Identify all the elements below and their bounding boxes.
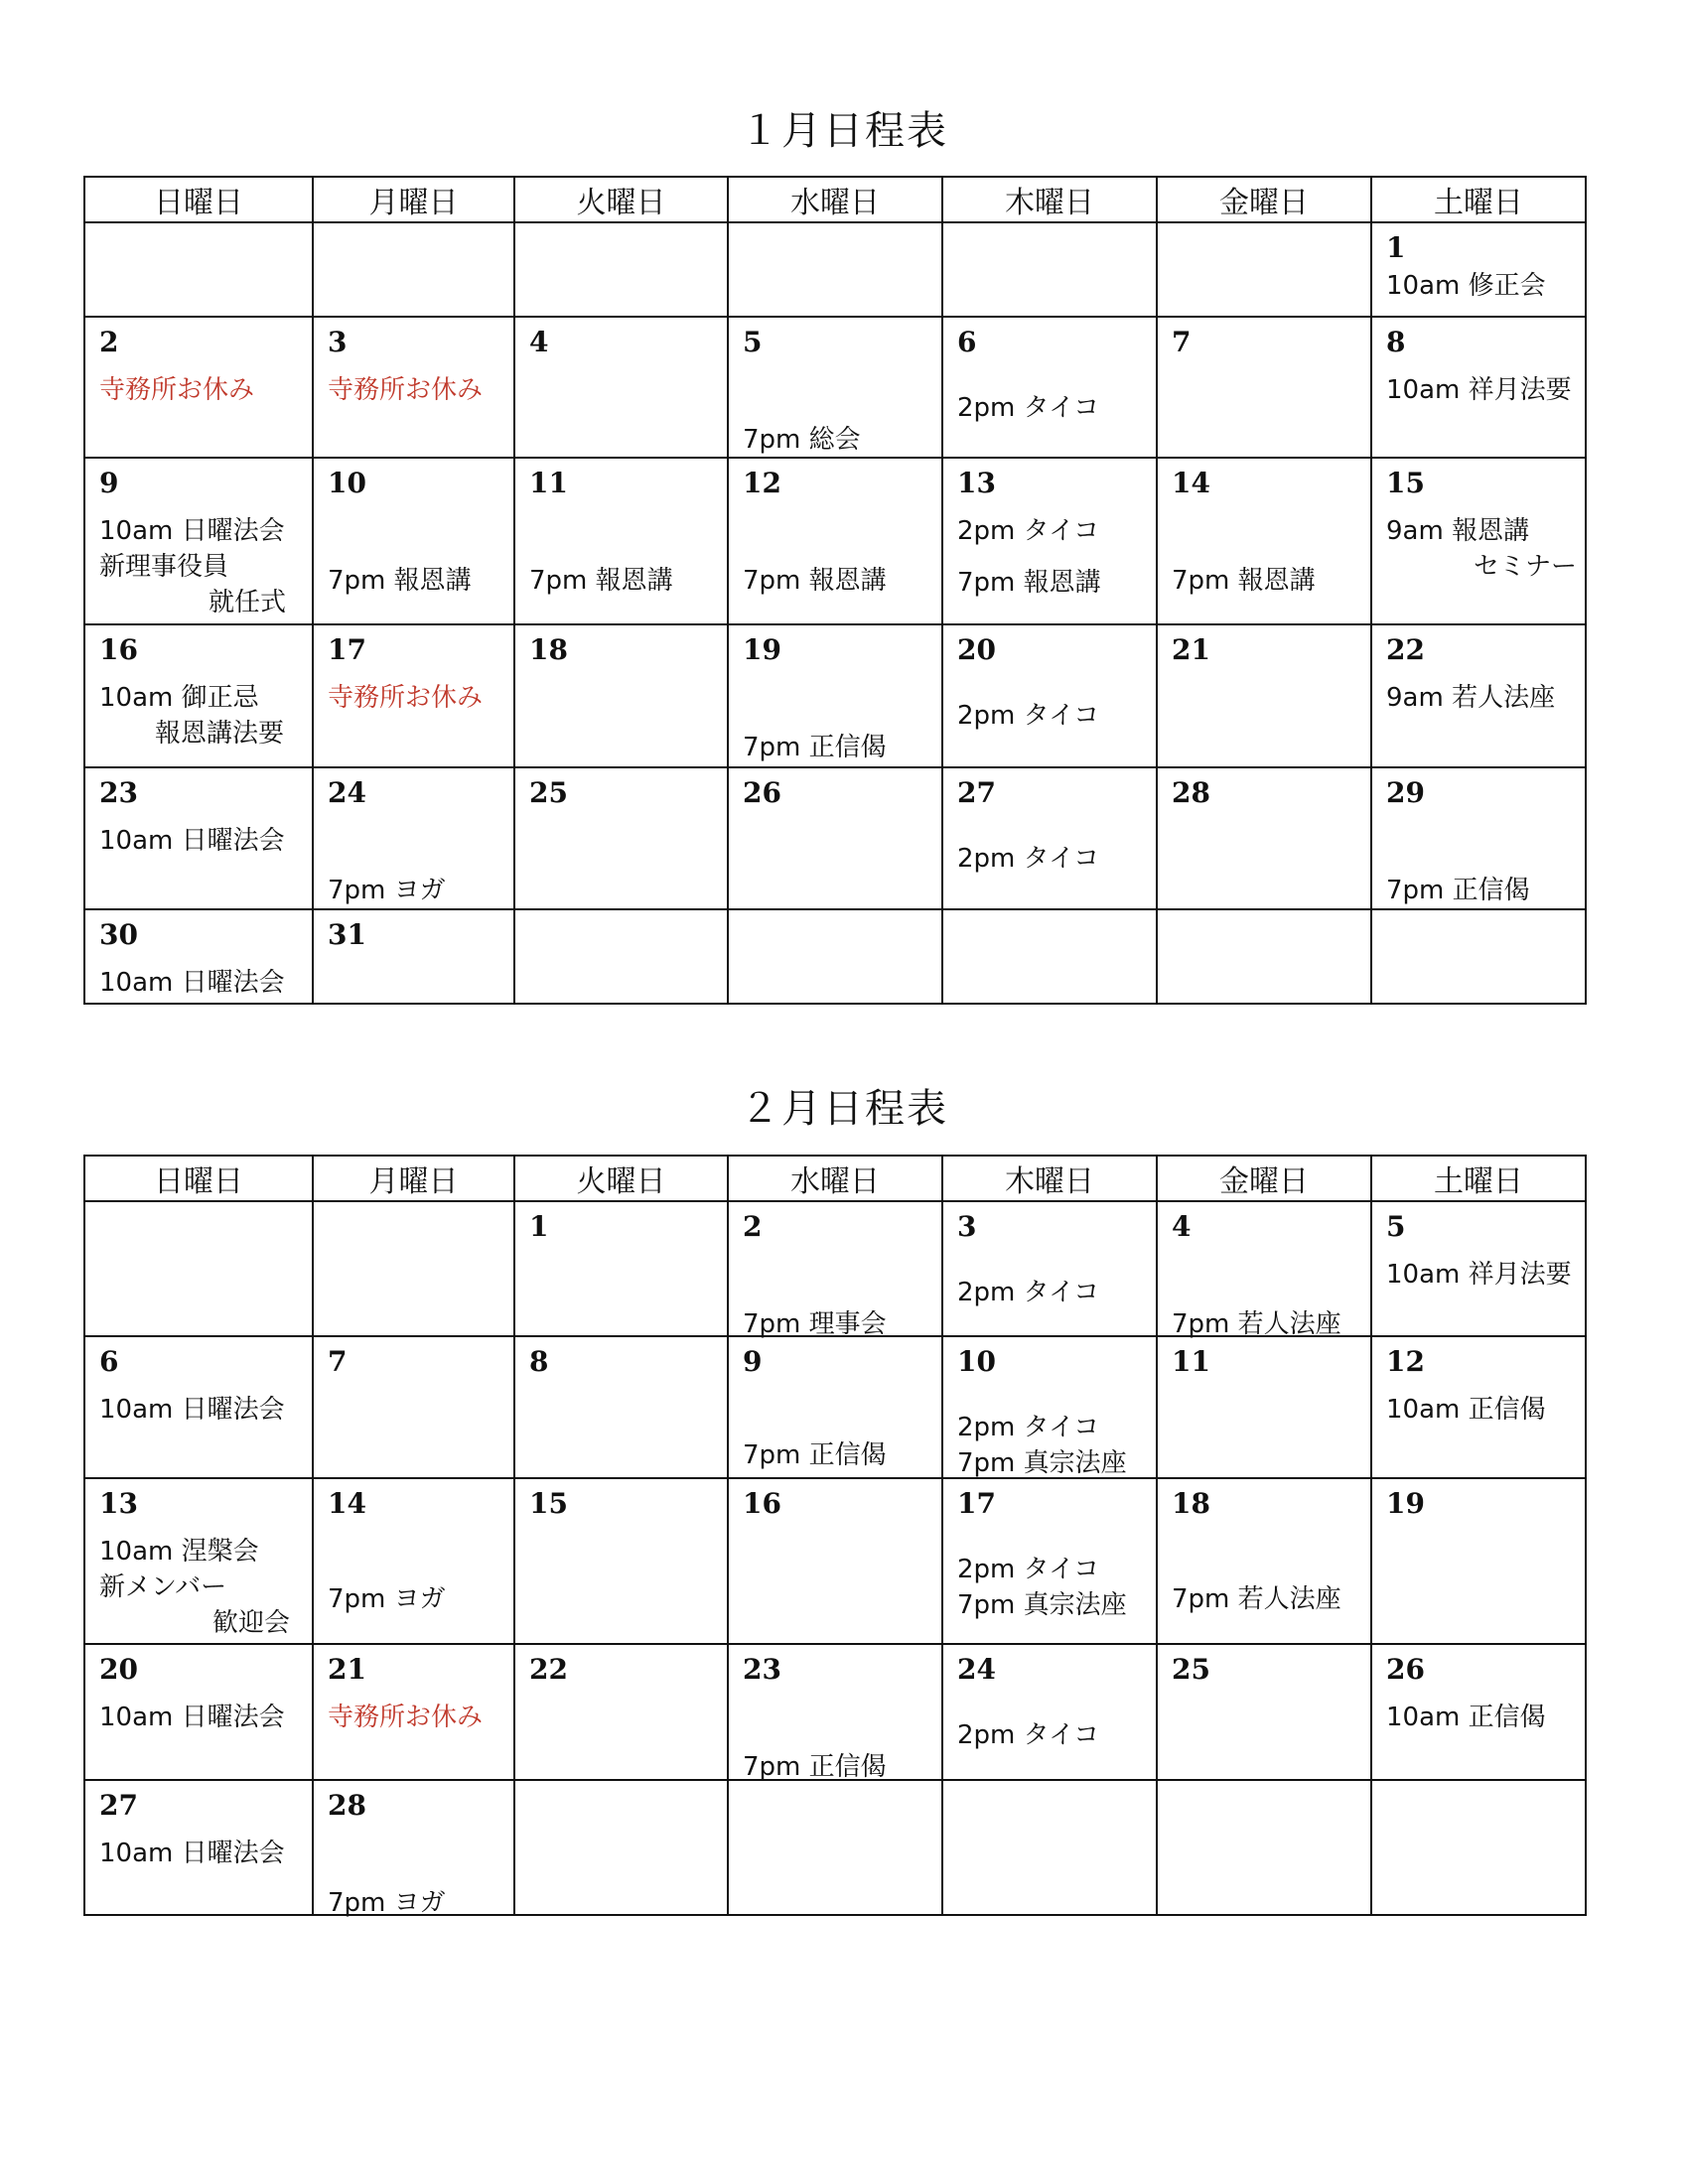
day-cell[interactable] xyxy=(313,1644,514,1780)
week-row xyxy=(84,222,1586,317)
day-cell[interactable] xyxy=(1371,1478,1586,1644)
day-number: 26 xyxy=(743,776,781,809)
weekday-header: 火曜日 xyxy=(514,1156,728,1201)
day-cell[interactable] xyxy=(313,1478,514,1644)
day-cell[interactable] xyxy=(1371,1644,1586,1780)
event-text: セミナー xyxy=(1474,552,1578,582)
weekday-header: 月曜日 xyxy=(313,177,514,222)
event-text: 2pm タイコ xyxy=(957,516,1100,546)
event-text: 2pm タイコ xyxy=(957,701,1100,731)
event-text: 9am 報恩講 xyxy=(1386,516,1530,546)
event-text: 7pm 報恩講 xyxy=(1172,566,1316,596)
event-text: 9am 若人法座 xyxy=(1386,683,1556,713)
empty-day-cell xyxy=(728,222,942,317)
day-cell[interactable] xyxy=(84,909,313,1004)
day-cell[interactable] xyxy=(728,317,942,458)
day-cell[interactable] xyxy=(1371,767,1586,909)
day-cell[interactable] xyxy=(1371,458,1586,624)
event-text: 7pm 正信偈 xyxy=(743,1752,887,1782)
day-cell[interactable] xyxy=(84,1644,313,1780)
event-text: 7pm 正信偈 xyxy=(743,1440,887,1470)
day-cell[interactable] xyxy=(1157,317,1371,458)
day-cell[interactable] xyxy=(942,767,1157,909)
day-number: 5 xyxy=(1386,1210,1406,1243)
day-number: 28 xyxy=(1172,776,1210,809)
weekday-header: 水曜日 xyxy=(728,177,942,222)
day-number: 13 xyxy=(99,1487,138,1520)
day-cell[interactable] xyxy=(1371,624,1586,767)
day-cell[interactable] xyxy=(84,1780,313,1915)
event-text: 10am 御正忌 xyxy=(99,683,259,713)
day-cell[interactable] xyxy=(942,1201,1157,1336)
day-number: 2 xyxy=(99,326,119,358)
event-text: 7pm ヨガ xyxy=(328,1584,446,1614)
day-cell[interactable] xyxy=(84,317,313,458)
day-number: 2 xyxy=(743,1210,763,1243)
event-text: 2pm タイコ xyxy=(957,1555,1100,1584)
day-number: 10 xyxy=(957,1345,996,1378)
event-text: 7pm 真宗法座 xyxy=(957,1590,1127,1620)
day-cell[interactable] xyxy=(313,458,514,624)
event-text: 報恩講法要 xyxy=(155,719,285,749)
day-number: 3 xyxy=(957,1210,977,1243)
february-calendar xyxy=(83,1155,1587,1916)
event-text: 10am 正信偈 xyxy=(1386,1703,1546,1732)
empty-day-cell xyxy=(84,1201,313,1336)
day-cell[interactable] xyxy=(1157,1644,1371,1780)
empty-day-cell xyxy=(728,909,942,1004)
day-number: 14 xyxy=(328,1487,366,1520)
day-number: 3 xyxy=(328,326,348,358)
day-number: 19 xyxy=(1386,1487,1425,1520)
day-cell[interactable] xyxy=(313,909,514,1004)
day-number: 23 xyxy=(99,776,138,809)
day-cell[interactable] xyxy=(514,317,728,458)
empty-day-cell xyxy=(313,222,514,317)
day-number: 22 xyxy=(529,1653,568,1686)
day-number: 15 xyxy=(1386,467,1425,499)
day-number: 7 xyxy=(1172,326,1192,358)
day-cell[interactable] xyxy=(313,624,514,767)
day-cell[interactable] xyxy=(942,1644,1157,1780)
day-cell[interactable] xyxy=(514,1644,728,1780)
day-number: 18 xyxy=(529,633,568,666)
week-row xyxy=(84,1478,1586,1644)
day-number: 12 xyxy=(743,467,781,499)
weekday-header: 日曜日 xyxy=(84,177,313,222)
event-text: 2pm タイコ xyxy=(957,393,1100,423)
event-text: 10am 正信偈 xyxy=(1386,1395,1546,1425)
day-cell[interactable] xyxy=(728,1336,942,1478)
event-text: 10am 日曜法会 xyxy=(99,1703,285,1732)
day-cell[interactable] xyxy=(1157,624,1371,767)
event-text: 7pm ヨガ xyxy=(328,876,446,905)
empty-day-cell xyxy=(942,909,1157,1004)
day-cell[interactable] xyxy=(1371,1201,1586,1336)
day-number: 26 xyxy=(1386,1653,1425,1686)
day-cell[interactable] xyxy=(1157,767,1371,909)
day-number: 24 xyxy=(957,1653,996,1686)
day-number: 8 xyxy=(529,1345,549,1378)
office-closed-note: 寺務所お休み xyxy=(328,1703,484,1732)
week-row xyxy=(84,458,1586,624)
week-row xyxy=(84,317,1586,458)
day-number: 8 xyxy=(1386,326,1406,358)
day-cell[interactable] xyxy=(1371,1336,1586,1478)
week-row xyxy=(84,1780,1586,1915)
day-cell[interactable] xyxy=(313,317,514,458)
day-cell[interactable] xyxy=(1371,222,1586,317)
day-cell[interactable] xyxy=(1157,458,1371,624)
day-number: 25 xyxy=(529,776,568,809)
day-cell[interactable] xyxy=(313,1780,514,1918)
event-text: 歓迎会 xyxy=(212,1608,291,1638)
february-title: ２月日程表 xyxy=(740,1086,948,1132)
day-number: 27 xyxy=(957,776,996,809)
day-cell[interactable] xyxy=(514,1336,728,1478)
day-cell[interactable] xyxy=(84,1336,313,1478)
day-number: 6 xyxy=(99,1345,119,1378)
day-number: 19 xyxy=(743,633,781,666)
day-number: 1 xyxy=(1386,231,1406,264)
february-weeks xyxy=(84,1201,1586,1918)
day-number: 20 xyxy=(99,1653,138,1686)
event-text: 2pm タイコ xyxy=(957,1278,1100,1307)
empty-day-cell xyxy=(514,909,728,1004)
week-row xyxy=(84,1201,1586,1336)
event-text: 2pm タイコ xyxy=(957,844,1100,874)
day-cell[interactable] xyxy=(1371,317,1586,458)
empty-day-cell xyxy=(942,222,1157,317)
day-cell[interactable] xyxy=(942,624,1157,767)
day-cell[interactable] xyxy=(514,1478,728,1644)
day-cell[interactable] xyxy=(313,1336,514,1478)
day-cell[interactable] xyxy=(942,1336,1157,1478)
weekday-header: 木曜日 xyxy=(942,177,1157,222)
day-number: 15 xyxy=(529,1487,568,1520)
empty-day-cell xyxy=(514,1780,728,1915)
day-number: 21 xyxy=(328,1653,366,1686)
event-text: 7pm 報恩講 xyxy=(743,566,887,596)
day-number: 9 xyxy=(99,467,119,499)
day-number: 4 xyxy=(529,326,549,358)
office-closed-note: 寺務所お休み xyxy=(99,375,255,405)
office-closed-note: 寺務所お休み xyxy=(328,375,484,405)
empty-day-cell xyxy=(1371,909,1586,1004)
event-text: 新メンバー xyxy=(99,1572,227,1602)
event-text: 7pm 総会 xyxy=(743,425,861,455)
weekday-header: 木曜日 xyxy=(942,1156,1157,1201)
day-number: 25 xyxy=(1172,1653,1210,1686)
day-cell[interactable] xyxy=(84,624,313,767)
weekday-header: 月曜日 xyxy=(313,1156,514,1201)
empty-day-cell xyxy=(313,1201,514,1336)
weekday-header: 金曜日 xyxy=(1157,1156,1371,1201)
day-cell[interactable] xyxy=(942,1478,1157,1644)
event-text: 新理事役員 xyxy=(99,552,229,582)
january-calendar xyxy=(83,176,1587,1005)
day-number: 29 xyxy=(1386,776,1425,809)
day-number: 30 xyxy=(99,918,138,951)
day-number: 21 xyxy=(1172,633,1210,666)
event-text: 10am 修正会 xyxy=(1386,271,1546,301)
day-number: 1 xyxy=(529,1210,549,1243)
event-text: 10am 日曜法会 xyxy=(99,1839,285,1868)
event-text: 2pm タイコ xyxy=(957,1720,1100,1750)
event-text: 7pm 理事会 xyxy=(743,1309,887,1339)
event-text: 7pm 正信偈 xyxy=(1386,876,1530,905)
day-cell[interactable] xyxy=(728,767,942,909)
day-number: 23 xyxy=(743,1653,781,1686)
week-row xyxy=(84,1644,1586,1780)
day-number: 11 xyxy=(529,467,568,499)
empty-day-cell xyxy=(1157,909,1371,1004)
event-text: 7pm 若人法座 xyxy=(1172,1584,1341,1614)
event-text: 7pm 報恩講 xyxy=(328,566,472,596)
day-cell[interactable] xyxy=(1157,1201,1371,1339)
day-number: 11 xyxy=(1172,1345,1210,1378)
day-number: 12 xyxy=(1386,1345,1425,1378)
office-closed-note: 寺務所お休み xyxy=(328,683,484,713)
day-number: 18 xyxy=(1172,1487,1210,1520)
day-cell[interactable] xyxy=(84,458,313,624)
weekday-header: 土曜日 xyxy=(1371,1156,1586,1201)
event-text: 7pm 正信偈 xyxy=(743,733,887,762)
day-cell[interactable] xyxy=(514,458,728,624)
weekday-row xyxy=(84,1156,1586,1201)
day-cell[interactable] xyxy=(728,1644,942,1780)
day-number: 10 xyxy=(328,467,366,499)
event-text: 10am 祥月法要 xyxy=(1386,1260,1572,1290)
day-number: 14 xyxy=(1172,467,1210,499)
day-cell[interactable] xyxy=(728,1201,942,1339)
event-text: 10am 日曜法会 xyxy=(99,1395,285,1425)
empty-day-cell xyxy=(1157,222,1371,317)
day-number: 5 xyxy=(743,326,763,358)
event-text: 就任式 xyxy=(209,588,287,617)
day-number: 7 xyxy=(328,1345,348,1378)
event-text: 10am 日曜法会 xyxy=(99,826,285,856)
day-cell[interactable] xyxy=(514,1201,728,1336)
event-text: 7pm 真宗法座 xyxy=(957,1448,1127,1478)
day-number: 16 xyxy=(743,1487,781,1520)
day-cell[interactable] xyxy=(728,458,942,624)
event-text: 7pm 若人法座 xyxy=(1172,1309,1341,1339)
event-text: 7pm 報恩講 xyxy=(529,566,673,596)
empty-day-cell xyxy=(84,222,313,317)
week-row xyxy=(84,624,1586,767)
january-weekday-header xyxy=(84,177,1586,222)
event-text: 10am 日曜法会 xyxy=(99,968,285,998)
weekday-header: 日曜日 xyxy=(84,1156,313,1201)
day-number: 6 xyxy=(957,326,977,358)
day-cell[interactable] xyxy=(84,767,313,909)
day-cell[interactable] xyxy=(728,1478,942,1644)
day-cell[interactable] xyxy=(942,458,1157,624)
day-cell[interactable] xyxy=(728,624,942,767)
day-number: 20 xyxy=(957,633,996,666)
day-number: 9 xyxy=(743,1345,763,1378)
week-row xyxy=(84,767,1586,909)
week-row xyxy=(84,1336,1586,1478)
empty-day-cell xyxy=(514,222,728,317)
day-cell[interactable] xyxy=(1157,1336,1371,1478)
day-number: 17 xyxy=(328,633,366,666)
day-number: 22 xyxy=(1386,633,1425,666)
empty-day-cell xyxy=(942,1780,1157,1915)
event-text: 10am 日曜法会 xyxy=(99,516,285,546)
empty-day-cell xyxy=(728,1780,942,1915)
empty-day-cell xyxy=(1157,1780,1371,1915)
day-cell[interactable] xyxy=(514,767,728,909)
day-cell[interactable] xyxy=(313,767,514,909)
weekday-header: 水曜日 xyxy=(728,1156,942,1201)
january-title: １月日程表 xyxy=(740,108,948,154)
day-number: 13 xyxy=(957,467,996,499)
weekday-row xyxy=(84,177,1586,222)
day-number: 24 xyxy=(328,776,366,809)
day-number: 17 xyxy=(957,1487,996,1520)
day-cell[interactable] xyxy=(514,624,728,767)
day-number: 4 xyxy=(1172,1210,1192,1243)
weekday-header: 金曜日 xyxy=(1157,177,1371,222)
empty-day-cell xyxy=(1371,1780,1586,1915)
event-text: 10am 祥月法要 xyxy=(1386,375,1572,405)
event-text: 10am 涅槃会 xyxy=(99,1537,259,1567)
event-text: 7pm 報恩講 xyxy=(957,568,1101,598)
week-row xyxy=(84,909,1586,1004)
day-cell[interactable] xyxy=(1157,1478,1371,1644)
day-number: 27 xyxy=(99,1789,138,1822)
january-weeks xyxy=(84,222,1586,1004)
february-weekday-header xyxy=(84,1156,1586,1201)
event-text: 2pm タイコ xyxy=(957,1413,1100,1442)
event-text: 7pm ヨガ xyxy=(328,1888,446,1918)
day-cell[interactable] xyxy=(942,317,1157,458)
weekday-header: 火曜日 xyxy=(514,177,728,222)
day-number: 28 xyxy=(328,1789,366,1822)
day-number: 16 xyxy=(99,633,138,666)
weekday-header: 土曜日 xyxy=(1371,177,1586,222)
day-number: 31 xyxy=(328,918,366,951)
day-cell[interactable] xyxy=(84,1478,313,1644)
